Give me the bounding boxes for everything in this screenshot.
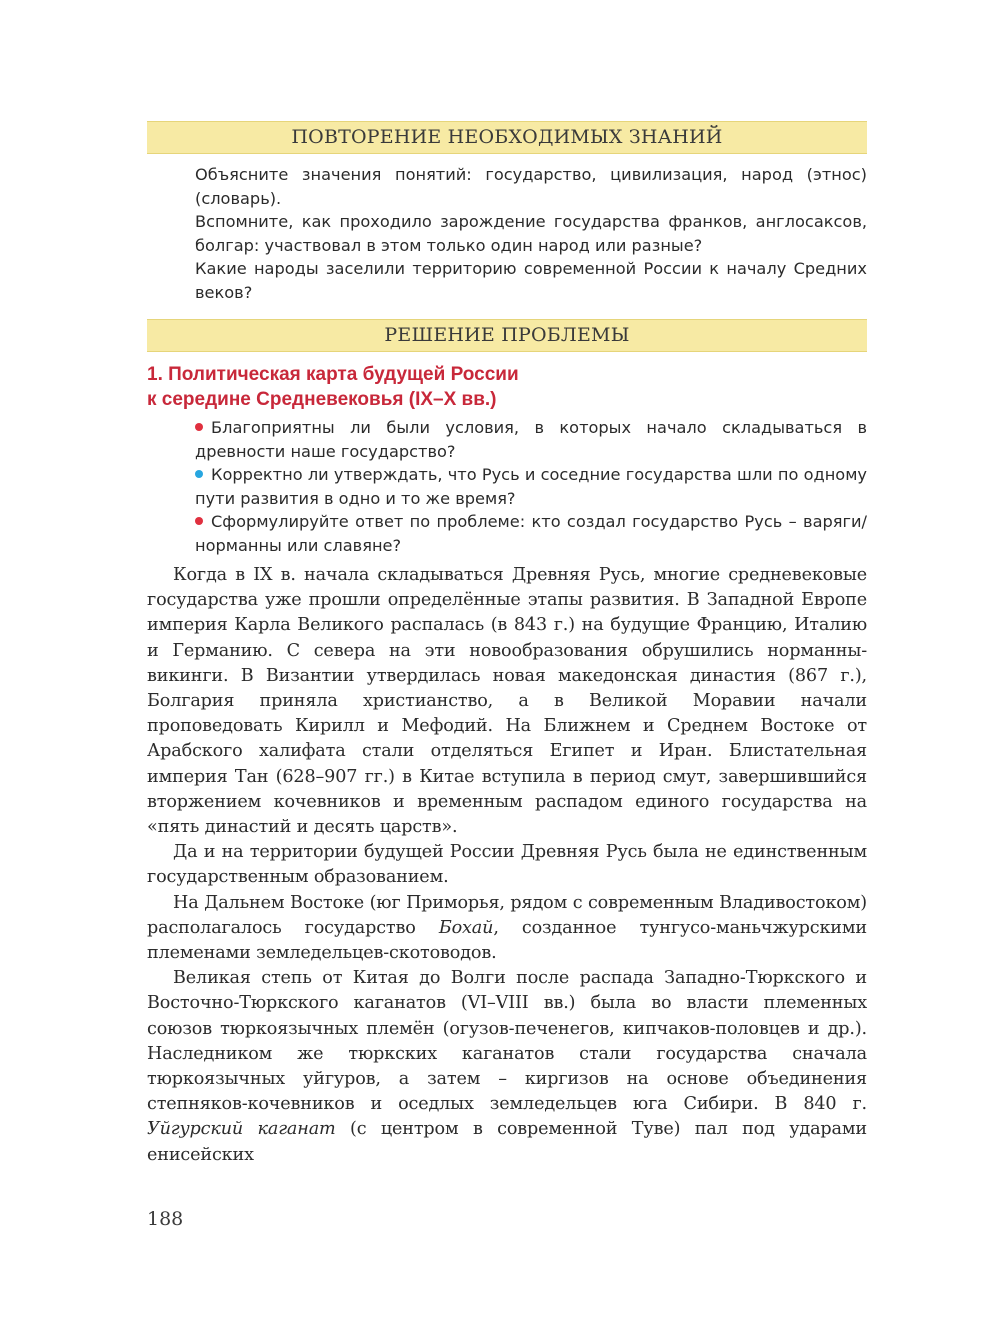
question-item bbox=[195, 510, 867, 557]
problem-header bbox=[147, 319, 867, 352]
paragraph-text: На Дальнем Востоке (юг Приморья, рядом с современным Владивостоком) располагалось государство bbox=[147, 892, 867, 938]
review-header bbox=[147, 121, 867, 154]
body-text bbox=[147, 563, 867, 1168]
section-heading-line: 1. Политическая карта будущей России bbox=[147, 364, 519, 385]
paragraph: Когда в IX в. начала складываться Древняя Русь, многие средневековые государства уже прошли определённые этапы развития. В Западной Европе империя Карла Великого распалась (в 843 г.) на будущие Францию, Италию и Германию. С севера на эти новообразования обрушились норманны-викинги. В Византии утвердилась новая македонская династия (867 г.), Болгария приняла христианство, а в Великой Моравии начали проповедовать Кирилл и Мефодий. На Ближнем и Среднем Востоке от Арабского халифата стали отделяться Египет и Иран. Блистательная империя Тан (628–907 гг.) в Китае вступила в период смут, завершившийся вторжением кочевников и временным распадом единого государства на «пять династий и десять царств». bbox=[147, 565, 867, 838]
question-list bbox=[195, 416, 867, 558]
paragraph-text: , созданное тунгусо-маньчжурскими племенами земледельцев-скотоводов. bbox=[147, 917, 867, 964]
review-item: Объясните значения понятий: государство, цивилизация, народ (этнос) (словарь). bbox=[195, 165, 867, 208]
section-heading-line: к середине Средневековья (IX–X вв.) bbox=[147, 389, 497, 410]
paragraph: Да и на территории будущей России Древняя Русь была не единственным государственным образованием. bbox=[147, 842, 867, 888]
red-bullet-icon bbox=[195, 517, 203, 525]
page-number: 188 bbox=[147, 1208, 184, 1230]
review-item: Вспомните, как проходило зарождение государства франков, англосаксов, болгар: участвовал в этом только один народ или разные? bbox=[195, 212, 867, 255]
paragraph bbox=[147, 891, 867, 967]
paragraph-text: Великая степь от Китая до Волги после распада Западно-Тюркского и Восточно-Тюркского каганатов (VI–VIII вв.) была во власти племенных союзов тюркоязычных племён (огузов-печенегов, кипчаков-половцев и др.). Наследником же тюркских каганатов стали государства сначала тюркоязычных уйгуров, а затем – киргизов на основе объединения степняков-кочевников и оседлых земледельцев юга Сибири. В 840 г. bbox=[147, 968, 867, 1115]
section-heading bbox=[147, 362, 667, 412]
review-title: ПОВТОРЕНИЕ НЕОБХОДИМЫХ ЗНАНИЙ bbox=[291, 126, 723, 148]
paragraph-text: (с центром в современной Туве) пал под ударами енисейских bbox=[147, 1119, 867, 1165]
problem-title: РЕШЕНИЕ ПРОБЛЕМЫ bbox=[384, 324, 630, 346]
question-text: Благоприятны ли были условия, в которых начало складываться в древности наше государство? bbox=[195, 418, 867, 461]
question-item bbox=[195, 463, 867, 510]
review-item: Какие народы заселили территорию современной России к началу Средних веков? bbox=[195, 259, 867, 302]
paragraph bbox=[147, 966, 867, 1168]
term-bohai: Бохай bbox=[438, 917, 494, 938]
question-text: Корректно ли утверждать, что Русь и соседние государства шли по одному пути развития в одно и то же время? bbox=[195, 465, 867, 508]
red-bullet-icon bbox=[195, 423, 203, 431]
review-list bbox=[195, 163, 867, 305]
term-uyghur-khaganate: Уйгурский каганат bbox=[147, 1119, 336, 1140]
question-text: Сформулируйте ответ по проблеме: кто создал государство Русь – варяги/норманны или славяне? bbox=[195, 512, 867, 555]
question-item bbox=[195, 416, 867, 463]
blue-bullet-icon bbox=[195, 470, 203, 478]
